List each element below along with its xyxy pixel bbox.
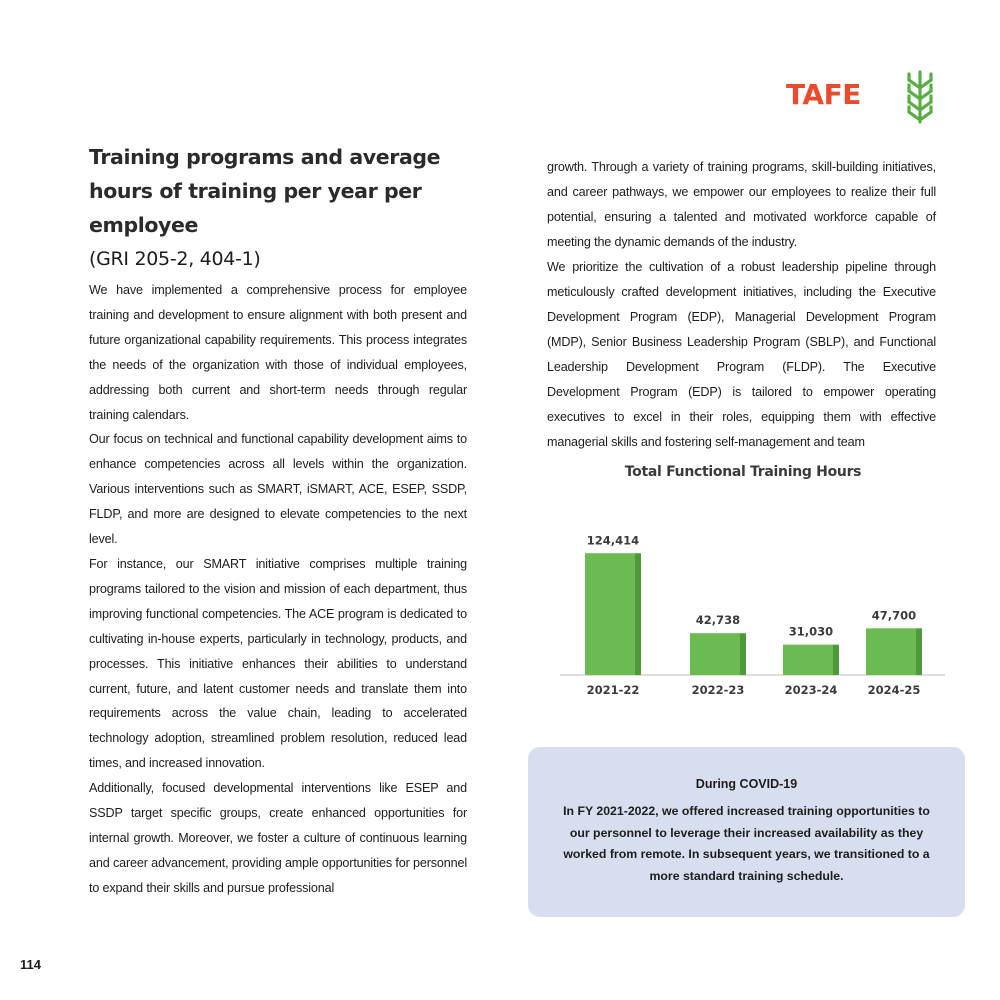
gri-reference: (GRI 205-2, 404-1) <box>89 248 261 270</box>
data-label: 31,030 <box>788 624 834 639</box>
chart-title: Total Functional Training Hours <box>624 464 862 480</box>
bar <box>783 645 833 675</box>
callout-title: During COVID-19 <box>695 777 798 791</box>
bar-side <box>635 553 641 675</box>
x-tick-label: 2021-22 <box>586 683 640 697</box>
body-paragraph: Additionally, focused developmental interventions like ESEP and SSDP target specific groups, create enhanced opportunities for internal growth. Moreover, we foster a culture of continuous learning and career advancement, providing ample opportunities for personnel to expand their skills and pursue professional <box>89 781 467 895</box>
data-label: 42,738 <box>695 613 741 628</box>
bar <box>866 628 916 675</box>
bar-side <box>833 645 839 675</box>
right-column <box>547 155 936 455</box>
bar-chart-svg <box>560 458 950 708</box>
data-label: 124,414 <box>586 533 640 548</box>
title-line: hours of training per year per <box>89 179 422 203</box>
logo-text: TAFE <box>786 78 861 111</box>
covid-callout <box>528 747 965 917</box>
title-line: employee <box>89 213 199 237</box>
bar-side <box>740 633 746 675</box>
x-tick-label: 2022-23 <box>691 683 745 697</box>
left-column <box>89 140 467 901</box>
title-line: Training programs and average <box>89 145 441 169</box>
body-paragraph: growth. Through a variety of training programs, skill-building initiatives, and career pathways, we empower our employees to realize their full potential, ensuring a talented and motivated workforce capable of meeting the dynamic demands of the industry. <box>547 160 936 249</box>
tafe-logo <box>786 68 938 126</box>
body-paragraph: For instance, our SMART initiative comprises multiple training programs tailored to the vision and mission of each department, thus improving functional competencies. The ACE program is dedicated to cultivating in-house experts, particularly in technology, products, and processes. This initiative enhances their abilities to understand current, future, and latent customer needs and translate them into requirements across the value chain, leading to accelerated technology adoption, streamlined problem resolution, reduced lead times, and increased innovation. <box>89 556 467 771</box>
x-tick-label: 2024-25 <box>867 683 921 697</box>
data-label: 47,700 <box>871 608 917 623</box>
wheat-leaf-icon <box>904 68 936 124</box>
x-tick-label: 2023-24 <box>784 683 838 697</box>
callout-body: In FY 2021-2022, we offered increased training opportunities to our personnel to leverage their increased availability as they worked from remote. In subsequent years, we transitioned to a more standard training schedule. <box>563 804 930 883</box>
bar <box>585 553 635 675</box>
body-paragraph: We have implemented a comprehensive process for employee training and development to ensure alignment with both present and future organizational capability requirements. This process integrates the needs of the organization with those of individual employees, addressing both current and short-term needs through regular training calendars. <box>89 283 467 422</box>
body-paragraph: Our focus on technical and functional capability development aims to enhance competencies across all levels within the organization. Various interventions such as SMART, iSMART, ACE, ESEP, SSDP, FLDP, and more are designed to elevate competencies to the next level. <box>89 432 467 547</box>
bar <box>690 633 740 675</box>
section-title <box>89 140 467 242</box>
page-number: 114 <box>20 957 41 972</box>
training-hours-chart <box>560 458 950 708</box>
bar-side <box>916 628 922 675</box>
body-paragraph: We prioritize the cultivation of a robust leadership pipeline through meticulously crafted development initiatives, including the Executive Development Program (EDP), Managerial Development Program (MDP), Senior Business Leadership Program (SBLP), and Functional Leadership Development Program (FLDP). The Executive Development Program (EDP) is tailored to empower operating executives to excel in their roles, equipping them with effective managerial skills and fostering self-management and team <box>547 260 936 449</box>
